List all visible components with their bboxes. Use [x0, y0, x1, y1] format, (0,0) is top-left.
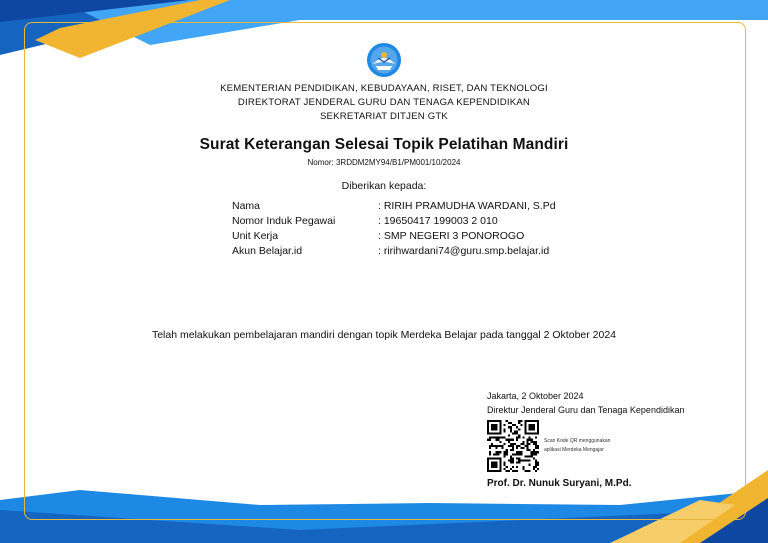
info-label: Nama [232, 200, 261, 212]
given-to-label: Diberikan kepada: [341, 180, 427, 192]
recipient-info [232, 199, 556, 259]
info-value: : ririhwardani74@guru.smp.belajar.id [378, 245, 550, 257]
info-row-name [232, 199, 556, 214]
certificate-number: Nomor: 3RDDM2MY94/B1/PM001/10/2024 [307, 158, 461, 167]
info-value: : 19650417 199003 2 010 [378, 215, 498, 227]
scan-line-2: aplikasi Merdeka Mengajar [544, 447, 604, 453]
signer-position: Direktur Jenderal Guru dan Tenaga Kependidikan [487, 405, 685, 415]
signature-block [487, 389, 684, 417]
scan-line-1: Scan Kode QR menggunakan [544, 438, 611, 444]
header-block [0, 82, 768, 124]
signer-name: Prof. Dr. Nunuk Suryani, M.Pd. [487, 478, 632, 489]
scan-instruction [544, 437, 610, 455]
info-value: : RIRIH PRAMUDHA WARDANI, S.Pd [378, 200, 556, 212]
header-line-secretariat: SEKRETARIAT DITJEN GTK [319, 111, 449, 122]
completion-statement: Telah melakukan pembelajaran mandiri dengan topik Merdeka Belajar pada tanggal 2 Oktober 2024 [151, 329, 617, 341]
info-label: Unit Kerja [232, 230, 279, 242]
qr-code-icon [487, 420, 539, 472]
header-line-directorate: DIREKTORAT JENDERAL GURU DAN TENAGA KEPENDIDIKAN [237, 97, 531, 108]
info-row-nip [232, 214, 556, 229]
place-date: Jakarta, 2 Oktober 2024 [487, 391, 584, 401]
info-label: Akun Belajar.id [232, 245, 303, 257]
ministry-logo-icon [366, 42, 402, 78]
header-line-ministry: KEMENTERIAN PENDIDIKAN, KEBUDAYAAN, RISET, DAN TEKNOLOGI [220, 83, 548, 94]
info-label: Nomor Induk Pegawai [232, 215, 336, 227]
info-row-unit [232, 229, 556, 244]
certificate-title: Surat Keterangan Selesai Topik Pelatihan Mandiri [199, 136, 569, 153]
info-value: : SMP NEGERI 3 PONOROGO [378, 230, 525, 242]
info-row-account [232, 244, 556, 259]
